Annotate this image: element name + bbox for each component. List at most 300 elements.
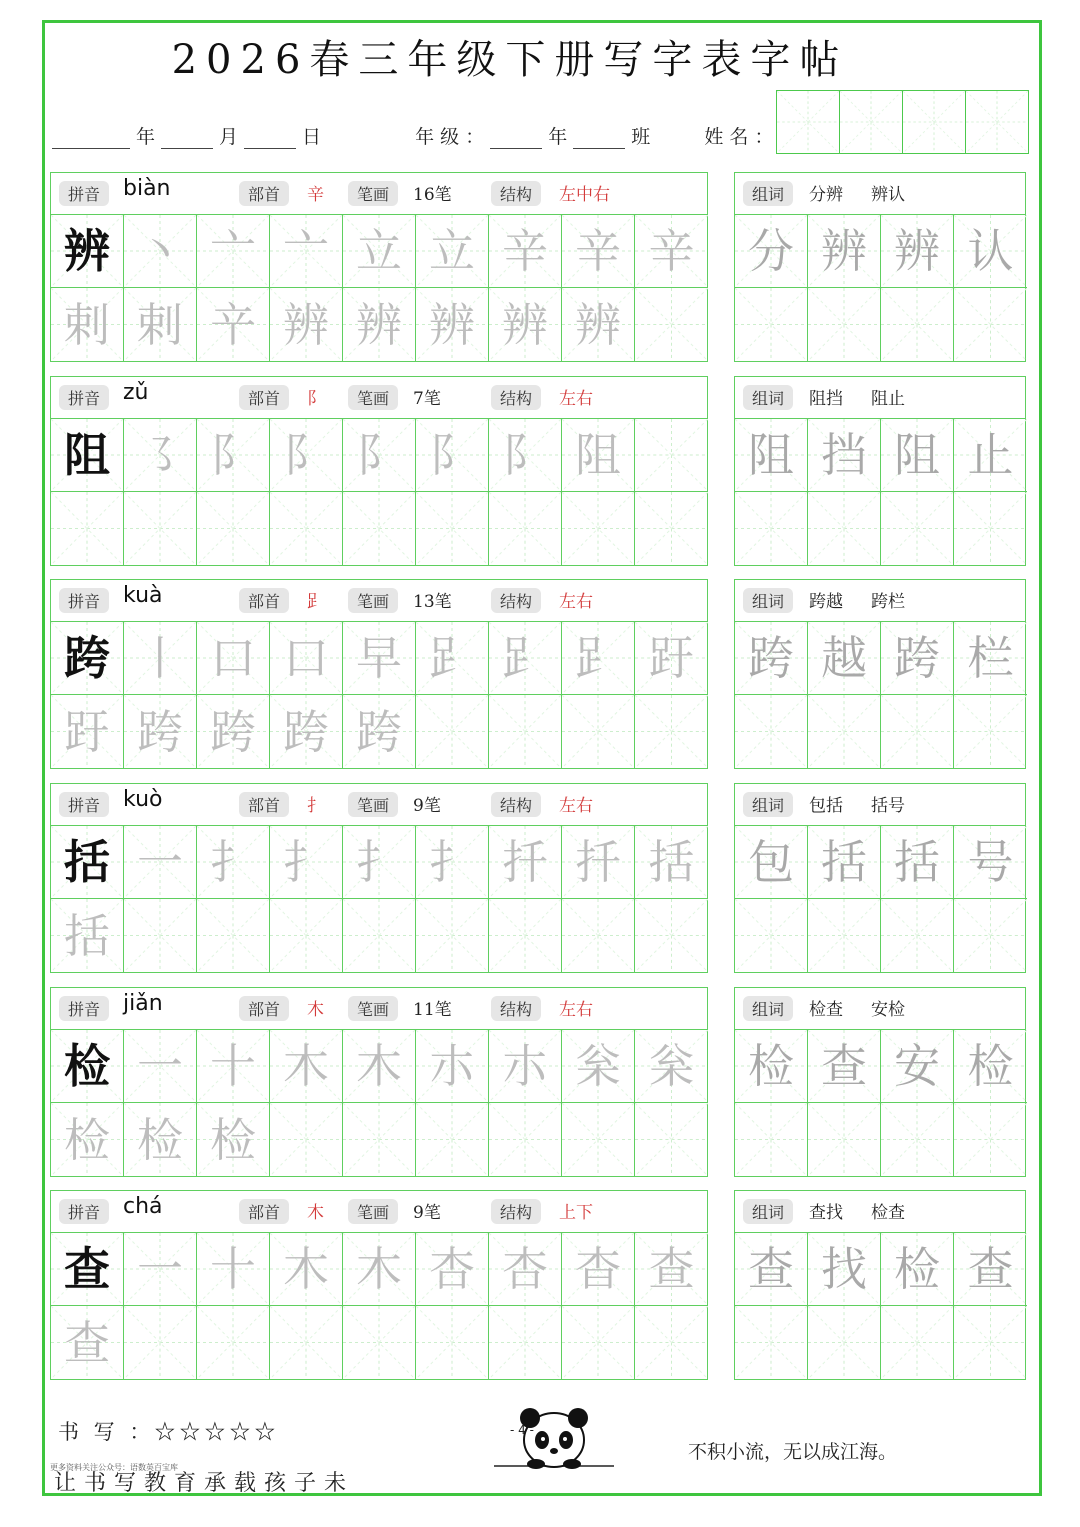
stroke-step-char: 杳 <box>575 1242 621 1296</box>
char-header <box>51 173 707 215</box>
word-char: 查 <box>967 1242 1014 1296</box>
practice-cell[interactable] <box>416 1103 489 1176</box>
stroke-step-char: 亠 <box>210 224 256 278</box>
word-char: 查 <box>748 1242 794 1296</box>
stroke-step-cell[interactable] <box>124 419 197 492</box>
stroke-step-cell[interactable] <box>124 1103 197 1176</box>
stroke-step-cell[interactable] <box>489 288 562 361</box>
stroke-step-char: 立 <box>356 224 402 278</box>
stroke-step-cell[interactable] <box>489 622 562 695</box>
stroke-step-char: 辛 <box>648 224 695 278</box>
name-box[interactable] <box>777 91 840 153</box>
practice-cell[interactable] <box>881 492 954 565</box>
stroke-step-cell[interactable] <box>416 1030 489 1103</box>
stroke-step-char: 剌 <box>137 297 183 352</box>
class-unit: 班 <box>631 126 651 148</box>
practice-cell[interactable] <box>881 695 954 768</box>
practice-cell[interactable] <box>489 1306 562 1379</box>
practice-cell[interactable] <box>343 899 416 972</box>
practice-cell[interactable] <box>954 492 1027 565</box>
stroke-step-cell[interactable] <box>489 826 562 899</box>
practice-cell[interactable] <box>489 492 562 565</box>
practice-cell[interactable] <box>954 1103 1027 1176</box>
stroke-step-cell[interactable] <box>343 695 416 768</box>
stroke-step-cell[interactable] <box>635 1030 708 1103</box>
practice-cell[interactable] <box>735 492 808 565</box>
rating <box>58 1416 279 1446</box>
practice-cell[interactable] <box>808 899 881 972</box>
stroke-step-char: 辨 <box>429 297 475 352</box>
stroke-step-cell[interactable] <box>197 215 270 288</box>
day-blank[interactable] <box>244 128 296 149</box>
stroke-step-char: 阝 <box>429 428 475 482</box>
words-header <box>735 580 1025 622</box>
stroke-step-char: 𧾷 <box>429 631 475 685</box>
main-char-cell[interactable] <box>51 419 124 492</box>
practice-cell[interactable] <box>808 492 881 565</box>
words-block <box>734 172 1026 362</box>
pinyin-value: zǔ <box>123 380 149 405</box>
main-char-cell[interactable] <box>51 622 124 695</box>
month-blank[interactable] <box>161 128 213 149</box>
stroke-step-cell[interactable] <box>635 622 708 695</box>
words-tag: 组词 <box>743 1199 793 1224</box>
main-char-cell[interactable] <box>51 1233 124 1306</box>
stroke-step-cell[interactable] <box>197 1103 270 1176</box>
grade-unit: 年 <box>548 126 568 148</box>
practice-cell[interactable] <box>562 695 635 768</box>
practice-cell[interactable] <box>197 899 270 972</box>
word-char-cell[interactable] <box>881 1030 954 1103</box>
char-header <box>51 1191 707 1233</box>
stroke-step-cell[interactable] <box>124 695 197 768</box>
practice-cell[interactable] <box>881 1103 954 1176</box>
stroke-step-cell[interactable] <box>270 622 343 695</box>
stroke-step-char: ㇌ <box>137 428 183 482</box>
practice-cell[interactable] <box>562 492 635 565</box>
practice-cell[interactable] <box>954 1306 1027 1379</box>
stroke-step-cell[interactable] <box>270 1233 343 1306</box>
radical-value: 扌 <box>307 796 324 816</box>
stroke-step-cell[interactable] <box>416 622 489 695</box>
radical-value: 木 <box>307 1203 324 1223</box>
practice-cell[interactable] <box>735 899 808 972</box>
stroke-step-char: 䇂 <box>210 297 256 352</box>
char-block <box>50 579 708 769</box>
practice-cell[interactable] <box>270 492 343 565</box>
stroke-step-char: 阝 <box>283 428 329 482</box>
word-char: 辨 <box>894 224 940 278</box>
word-char-cell[interactable] <box>881 1233 954 1306</box>
practice-cell[interactable] <box>270 1103 343 1176</box>
stroke-step-char: 朩 <box>502 1039 548 1093</box>
practice-cell[interactable] <box>635 899 708 972</box>
stroke-step-cell[interactable] <box>562 215 635 288</box>
stroke-step-cell[interactable] <box>562 622 635 695</box>
stroke-step-cell[interactable] <box>124 288 197 361</box>
structure-tag: 结构 <box>491 996 541 1021</box>
practice-cell[interactable] <box>416 1306 489 1379</box>
word-char: 挡 <box>821 428 867 482</box>
strokes-tag: 笔画 <box>348 1199 398 1224</box>
stroke-step-char: 查 <box>648 1242 695 1296</box>
practice-cell[interactable] <box>808 1306 881 1379</box>
word-2: 跨栏 <box>871 592 905 612</box>
radical-tag: 部首 <box>239 181 289 206</box>
practice-cell[interactable] <box>808 695 881 768</box>
word-char-cell[interactable] <box>954 622 1027 695</box>
year-label: 年 <box>136 126 156 148</box>
pinyin-value: kuà <box>123 583 163 608</box>
pinyin-tag: 拼音 <box>59 996 109 1021</box>
stroke-step-cell[interactable] <box>343 288 416 361</box>
word-char: 括 <box>894 835 940 889</box>
stroke-step-char: 𧾷 <box>502 631 548 685</box>
info-line <box>52 122 779 149</box>
stroke-step-char: 一 <box>137 835 183 889</box>
word-1: 包括 <box>809 796 843 816</box>
stroke-step-cell[interactable] <box>416 826 489 899</box>
words-block <box>734 783 1026 973</box>
main-char: 括 <box>64 835 110 889</box>
rating-stars[interactable]: ☆☆☆☆☆ <box>154 1420 280 1444</box>
practice-cell[interactable] <box>635 492 708 565</box>
stroke-step-cell[interactable] <box>416 288 489 361</box>
main-char-cell[interactable] <box>51 1030 124 1103</box>
stroke-step-char: 十 <box>210 1039 256 1093</box>
word-char-cell[interactable] <box>735 622 808 695</box>
practice-cell[interactable] <box>270 899 343 972</box>
word-char: 认 <box>967 224 1014 278</box>
practice-cell[interactable] <box>635 1306 708 1379</box>
main-char: 跨 <box>64 631 110 685</box>
word-2: 阻止 <box>871 389 905 409</box>
word-char-cell[interactable] <box>808 622 881 695</box>
stroke-step-cell[interactable] <box>197 695 270 768</box>
main-char: 查 <box>64 1242 110 1296</box>
stroke-step-cell[interactable] <box>489 215 562 288</box>
stroke-step-cell[interactable] <box>124 622 197 695</box>
practice-cell[interactable] <box>197 1306 270 1379</box>
structure-tag: 结构 <box>491 385 541 410</box>
name-box[interactable] <box>903 91 966 153</box>
stroke-step-char: 辨 <box>502 297 548 352</box>
stroke-step-cell[interactable] <box>635 826 708 899</box>
stroke-step-cell[interactable] <box>270 288 343 361</box>
practice-cell[interactable] <box>343 1103 416 1176</box>
stroke-step-cell[interactable] <box>562 826 635 899</box>
practice-cell[interactable] <box>343 1306 416 1379</box>
stroke-step-cell[interactable] <box>197 419 270 492</box>
stroke-step-char: 扦 <box>502 835 548 889</box>
stroke-step-cell[interactable] <box>562 288 635 361</box>
practice-cell[interactable] <box>124 1306 197 1379</box>
stroke-step-char: 跨 <box>283 704 329 759</box>
stroke-step-cell[interactable] <box>489 419 562 492</box>
stroke-step-char: 立 <box>429 224 475 278</box>
class-blank[interactable] <box>573 128 625 149</box>
stroke-step-cell[interactable] <box>197 826 270 899</box>
word-2: 辨认 <box>871 185 905 205</box>
practice-cell[interactable] <box>635 288 708 361</box>
word-char: 查 <box>821 1039 867 1093</box>
structure-tag: 结构 <box>491 181 541 206</box>
practice-cell[interactable] <box>735 1306 808 1379</box>
stroke-step-cell[interactable] <box>343 622 416 695</box>
stroke-step-char: 检 <box>64 1112 110 1167</box>
practice-cell[interactable] <box>635 419 708 492</box>
practice-cell[interactable] <box>270 1306 343 1379</box>
structure-value: 左右 <box>559 592 593 612</box>
practice-cell[interactable] <box>562 1306 635 1379</box>
word-char-cell[interactable] <box>881 622 954 695</box>
stroke-step-cell[interactable] <box>51 288 124 361</box>
main-char: 检 <box>64 1039 110 1093</box>
words-header <box>735 377 1025 419</box>
grade-blank[interactable] <box>490 128 542 149</box>
main-char: 辨 <box>64 224 110 278</box>
stroke-step-char: 跨 <box>210 704 256 759</box>
word-char-cell[interactable] <box>735 826 808 899</box>
name-box[interactable] <box>840 91 903 153</box>
char-block <box>50 987 708 1177</box>
stroke-step-char: 口 <box>210 631 256 685</box>
stroke-step-cell[interactable] <box>343 826 416 899</box>
stroke-step-cell[interactable] <box>343 215 416 288</box>
stroke-step-cell[interactable] <box>562 1030 635 1103</box>
stroke-step-cell[interactable] <box>124 1233 197 1306</box>
stroke-step-cell[interactable] <box>51 1306 124 1379</box>
stroke-step-char: 阻 <box>575 428 621 482</box>
word-char-cell[interactable] <box>954 826 1027 899</box>
stroke-step-cell[interactable] <box>197 622 270 695</box>
char-header <box>51 784 707 826</box>
stroke-step-cell[interactable] <box>124 826 197 899</box>
practice-cell[interactable] <box>954 899 1027 972</box>
practice-cell[interactable] <box>635 695 708 768</box>
strokes-value: 7笔 <box>413 389 441 409</box>
stroke-step-cell[interactable] <box>270 826 343 899</box>
stroke-step-cell[interactable] <box>197 1233 270 1306</box>
word-char-cell[interactable] <box>808 1233 881 1306</box>
word-char-cell[interactable] <box>808 1030 881 1103</box>
stroke-step-cell[interactable] <box>489 1030 562 1103</box>
stroke-step-char: 一 <box>137 1242 183 1296</box>
stroke-step-char: 检 <box>137 1112 183 1167</box>
stroke-step-cell[interactable] <box>562 419 635 492</box>
pinyin-value: biàn <box>123 176 171 201</box>
radical-value: 木 <box>307 1000 324 1020</box>
practice-cell[interactable] <box>881 288 954 361</box>
word-1: 检查 <box>809 1000 843 1020</box>
structure-value: 左右 <box>559 389 593 409</box>
practice-cell[interactable] <box>808 1103 881 1176</box>
stroke-step-cell[interactable] <box>343 1030 416 1103</box>
word-char: 检 <box>894 1242 940 1296</box>
footer-quote: 不积小流，无以成江海。 <box>688 1441 898 1463</box>
radical-tag: 部首 <box>239 1199 289 1224</box>
word-char-cell[interactable] <box>735 1233 808 1306</box>
stroke-step-cell[interactable] <box>124 215 197 288</box>
radical-tag: 部首 <box>239 385 289 410</box>
word-char-cell[interactable] <box>808 419 881 492</box>
word-char: 跨 <box>748 631 794 685</box>
word-1: 分辨 <box>809 185 843 205</box>
char-block <box>50 1190 708 1380</box>
char-header <box>51 377 707 419</box>
stroke-step-cell[interactable] <box>416 419 489 492</box>
practice-cell[interactable] <box>881 899 954 972</box>
stroke-step-char: 木 <box>283 1242 329 1296</box>
practice-cell[interactable] <box>489 695 562 768</box>
word-char-cell[interactable] <box>735 215 808 288</box>
practice-cell[interactable] <box>197 492 270 565</box>
words-block <box>734 376 1026 566</box>
stroke-step-char: 辛 <box>502 224 548 278</box>
stroke-step-cell[interactable] <box>416 215 489 288</box>
practice-cell[interactable] <box>51 492 124 565</box>
stroke-step-char: 趶 <box>648 631 695 685</box>
word-char-cell[interactable] <box>735 1030 808 1103</box>
words-tag: 组词 <box>743 792 793 817</box>
stroke-step-char: 检 <box>210 1112 256 1167</box>
stroke-step-cell[interactable] <box>270 695 343 768</box>
word-char-cell[interactable] <box>881 826 954 899</box>
year-blank[interactable] <box>52 128 130 149</box>
stroke-step-char: 早 <box>356 631 402 685</box>
pinyin-tag: 拼音 <box>59 385 109 410</box>
practice-cell[interactable] <box>881 1306 954 1379</box>
practice-cell[interactable] <box>416 899 489 972</box>
word-1: 阻挡 <box>809 389 843 409</box>
stroke-step-char: 木 <box>356 1039 402 1093</box>
main-char: 阻 <box>64 428 110 482</box>
word-char: 止 <box>967 428 1014 482</box>
stroke-step-cell[interactable] <box>51 1103 124 1176</box>
practice-cell[interactable] <box>562 1103 635 1176</box>
practice-cell[interactable] <box>635 1103 708 1176</box>
stroke-step-char: 阝 <box>356 428 402 482</box>
stroke-step-cell[interactable] <box>343 1233 416 1306</box>
char-block <box>50 172 708 362</box>
practice-cell[interactable] <box>954 695 1027 768</box>
word-char-cell[interactable] <box>881 419 954 492</box>
stroke-step-char: 丨 <box>137 631 183 685</box>
page-title: 2026春三年级下册写字表字帖 <box>171 37 849 83</box>
practice-cell[interactable] <box>735 1103 808 1176</box>
stroke-step-char: 木 <box>356 1242 402 1296</box>
word-char-cell[interactable] <box>881 215 954 288</box>
practice-cell[interactable] <box>562 899 635 972</box>
word-char: 阻 <box>748 428 794 482</box>
practice-cell[interactable] <box>489 899 562 972</box>
strokes-value: 11笔 <box>413 1000 452 1020</box>
practice-cell[interactable] <box>954 288 1027 361</box>
stroke-step-char: 枀 <box>575 1039 621 1093</box>
word-char: 检 <box>967 1039 1014 1093</box>
structure-tag: 结构 <box>491 1199 541 1224</box>
practice-cell[interactable] <box>489 1103 562 1176</box>
word-char-cell[interactable] <box>808 826 881 899</box>
word-char-cell[interactable] <box>954 1233 1027 1306</box>
stroke-step-cell[interactable] <box>270 1030 343 1103</box>
pinyin-value: chá <box>123 1194 163 1219</box>
word-2: 括号 <box>871 796 905 816</box>
stroke-step-cell[interactable] <box>124 1030 197 1103</box>
stroke-step-cell[interactable] <box>489 1233 562 1306</box>
main-char-cell[interactable] <box>51 215 124 288</box>
name-box[interactable] <box>966 91 1028 153</box>
main-char-cell[interactable] <box>51 826 124 899</box>
word-char: 号 <box>967 835 1014 889</box>
word-1: 跨越 <box>809 592 843 612</box>
words-block <box>734 987 1026 1177</box>
stroke-step-char: 丶 <box>137 224 183 278</box>
strokes-value: 9笔 <box>413 1203 441 1223</box>
stroke-step-char: 扌 <box>356 835 402 889</box>
word-char-cell[interactable] <box>735 419 808 492</box>
stroke-step-cell[interactable] <box>270 215 343 288</box>
footer-note: 更多资料关注公众号：语数英百宝库 <box>50 1463 178 1472</box>
stroke-step-char: 杏 <box>502 1242 548 1296</box>
words-tag: 组词 <box>743 385 793 410</box>
stroke-step-char: 趶 <box>64 704 110 759</box>
word-char-cell[interactable] <box>954 1030 1027 1103</box>
word-char: 阻 <box>894 428 940 482</box>
stroke-step-cell[interactable] <box>562 1233 635 1306</box>
word-char-cell[interactable] <box>808 215 881 288</box>
stroke-step-cell[interactable] <box>343 419 416 492</box>
name-boxes <box>776 90 1029 154</box>
words-tag: 组词 <box>743 996 793 1021</box>
practice-cell[interactable] <box>808 288 881 361</box>
stroke-step-char: 朩 <box>429 1039 475 1093</box>
word-char-cell[interactable] <box>954 419 1027 492</box>
strokes-tag: 笔画 <box>348 996 398 1021</box>
structure-tag: 结构 <box>491 792 541 817</box>
stroke-step-cell[interactable] <box>51 695 124 768</box>
stroke-step-cell[interactable] <box>416 1233 489 1306</box>
word-char: 栏 <box>967 631 1014 685</box>
pinyin-value: kuò <box>123 787 163 812</box>
practice-cell[interactable] <box>124 492 197 565</box>
practice-cell[interactable] <box>735 695 808 768</box>
stroke-step-char: 扦 <box>575 835 621 889</box>
stroke-step-cell[interactable] <box>197 288 270 361</box>
words-header <box>735 173 1025 215</box>
word-1: 查找 <box>809 1203 843 1223</box>
strokes-tag: 笔画 <box>348 181 398 206</box>
day-label: 日 <box>302 126 322 148</box>
practice-cell[interactable] <box>735 288 808 361</box>
char-block <box>50 376 708 566</box>
practice-cell[interactable] <box>343 492 416 565</box>
word-char-cell[interactable] <box>954 215 1027 288</box>
radical-tag: 部首 <box>239 588 289 613</box>
words-block <box>734 1190 1026 1380</box>
stroke-step-cell[interactable] <box>270 419 343 492</box>
stroke-step-cell[interactable] <box>635 215 708 288</box>
practice-cell[interactable] <box>124 899 197 972</box>
stroke-step-char: 括 <box>64 908 110 963</box>
practice-cell[interactable] <box>416 695 489 768</box>
radical-tag: 部首 <box>239 996 289 1021</box>
practice-cell[interactable] <box>416 492 489 565</box>
word-char: 检 <box>748 1039 794 1093</box>
stroke-step-cell[interactable] <box>197 1030 270 1103</box>
stroke-step-cell[interactable] <box>635 1233 708 1306</box>
stroke-step-cell[interactable] <box>51 899 124 972</box>
